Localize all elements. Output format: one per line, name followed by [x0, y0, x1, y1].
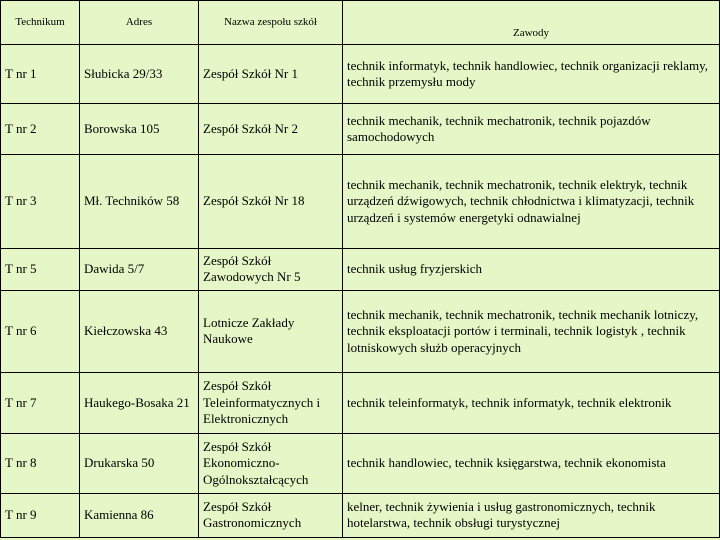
- table-row: [1, 434, 720, 493]
- table-row: [1, 493, 720, 537]
- header-adres: Adres: [80, 1, 199, 45]
- cell-nazwa: Zespół Szkół Ekonomiczno-Ogólnokształcących: [199, 434, 343, 493]
- table-row: [1, 45, 720, 104]
- cell-zawody: technik mechanik, technik mechatronik, technik mechanik lotniczy, technik eksploatacji portów i terminali, technik logistyk , technik lotniskowych służb operacyjnych: [343, 290, 720, 372]
- cell-nazwa: Zespół Szkół Gastronomicznych: [199, 493, 343, 537]
- cell-nazwa: Zespół Szkół Nr 18: [199, 154, 343, 248]
- cell-adres: Borowska 105: [80, 104, 199, 154]
- cell-technikum: T nr 3: [1, 154, 80, 248]
- cell-technikum: T nr 7: [1, 372, 80, 433]
- cell-technikum: T nr 9: [1, 493, 80, 537]
- table-row: [1, 248, 720, 290]
- cell-nazwa: Zespół Szkół Teleinformatycznych i Elektronicznych: [199, 372, 343, 433]
- cell-adres: Kamienna 86: [80, 493, 199, 537]
- cell-adres: Mł. Techników 58: [80, 154, 199, 248]
- header-zawody: Zawody: [343, 1, 720, 45]
- cell-nazwa: Zespół Szkół Nr 2: [199, 104, 343, 154]
- table-row: [1, 290, 720, 372]
- table-row: [1, 372, 720, 433]
- header-nazwa: Nazwa zespołu szkół: [199, 1, 343, 45]
- table-row: [1, 154, 720, 248]
- cell-nazwa: Zespół Szkół Zawodowych Nr 5: [199, 248, 343, 290]
- cell-nazwa: Lotnicze Zakłady Naukowe: [199, 290, 343, 372]
- cell-adres: Kiełczowska 43: [80, 290, 199, 372]
- cell-zawody: technik teleinformatyk, technik informatyk, technik elektronik: [343, 372, 720, 433]
- cell-zawody: technik mechanik, technik mechatronik, technik pojazdów samochodowych: [343, 104, 720, 154]
- cell-adres: Drukarska 50: [80, 434, 199, 493]
- cell-technikum: T nr 1: [1, 45, 80, 104]
- cell-adres: Dawida 5/7: [80, 248, 199, 290]
- cell-technikum: T nr 5: [1, 248, 80, 290]
- table-row: [1, 104, 720, 154]
- cell-adres: Haukego-Bosaka 21: [80, 372, 199, 433]
- cell-nazwa: Zespół Szkół Nr 1: [199, 45, 343, 104]
- cell-zawody: technik informatyk, technik handlowiec, technik organizacji reklamy, technik przemysłu mody: [343, 45, 720, 104]
- header-technikum: Technikum: [1, 1, 80, 45]
- cell-zawody: kelner, technik żywienia i usług gastronomicznych, technik hotelarstwa, technik obsługi turystycznej: [343, 493, 720, 537]
- cell-technikum: T nr 2: [1, 104, 80, 154]
- cell-technikum: T nr 6: [1, 290, 80, 372]
- cell-zawody: technik handlowiec, technik księgarstwa, technik ekonomista: [343, 434, 720, 493]
- cell-zawody: technik mechanik, technik mechatronik, technik elektryk, technik urządzeń dźwigowych, technik chłodnictwa i klimatyzacji, technik urządzeń i systemów energetyki odnawialnej: [343, 154, 720, 248]
- cell-zawody: technik usług fryzjerskich: [343, 248, 720, 290]
- cell-technikum: T nr 8: [1, 434, 80, 493]
- table-header-row: [1, 1, 720, 45]
- cell-adres: Słubicka 29/33: [80, 45, 199, 104]
